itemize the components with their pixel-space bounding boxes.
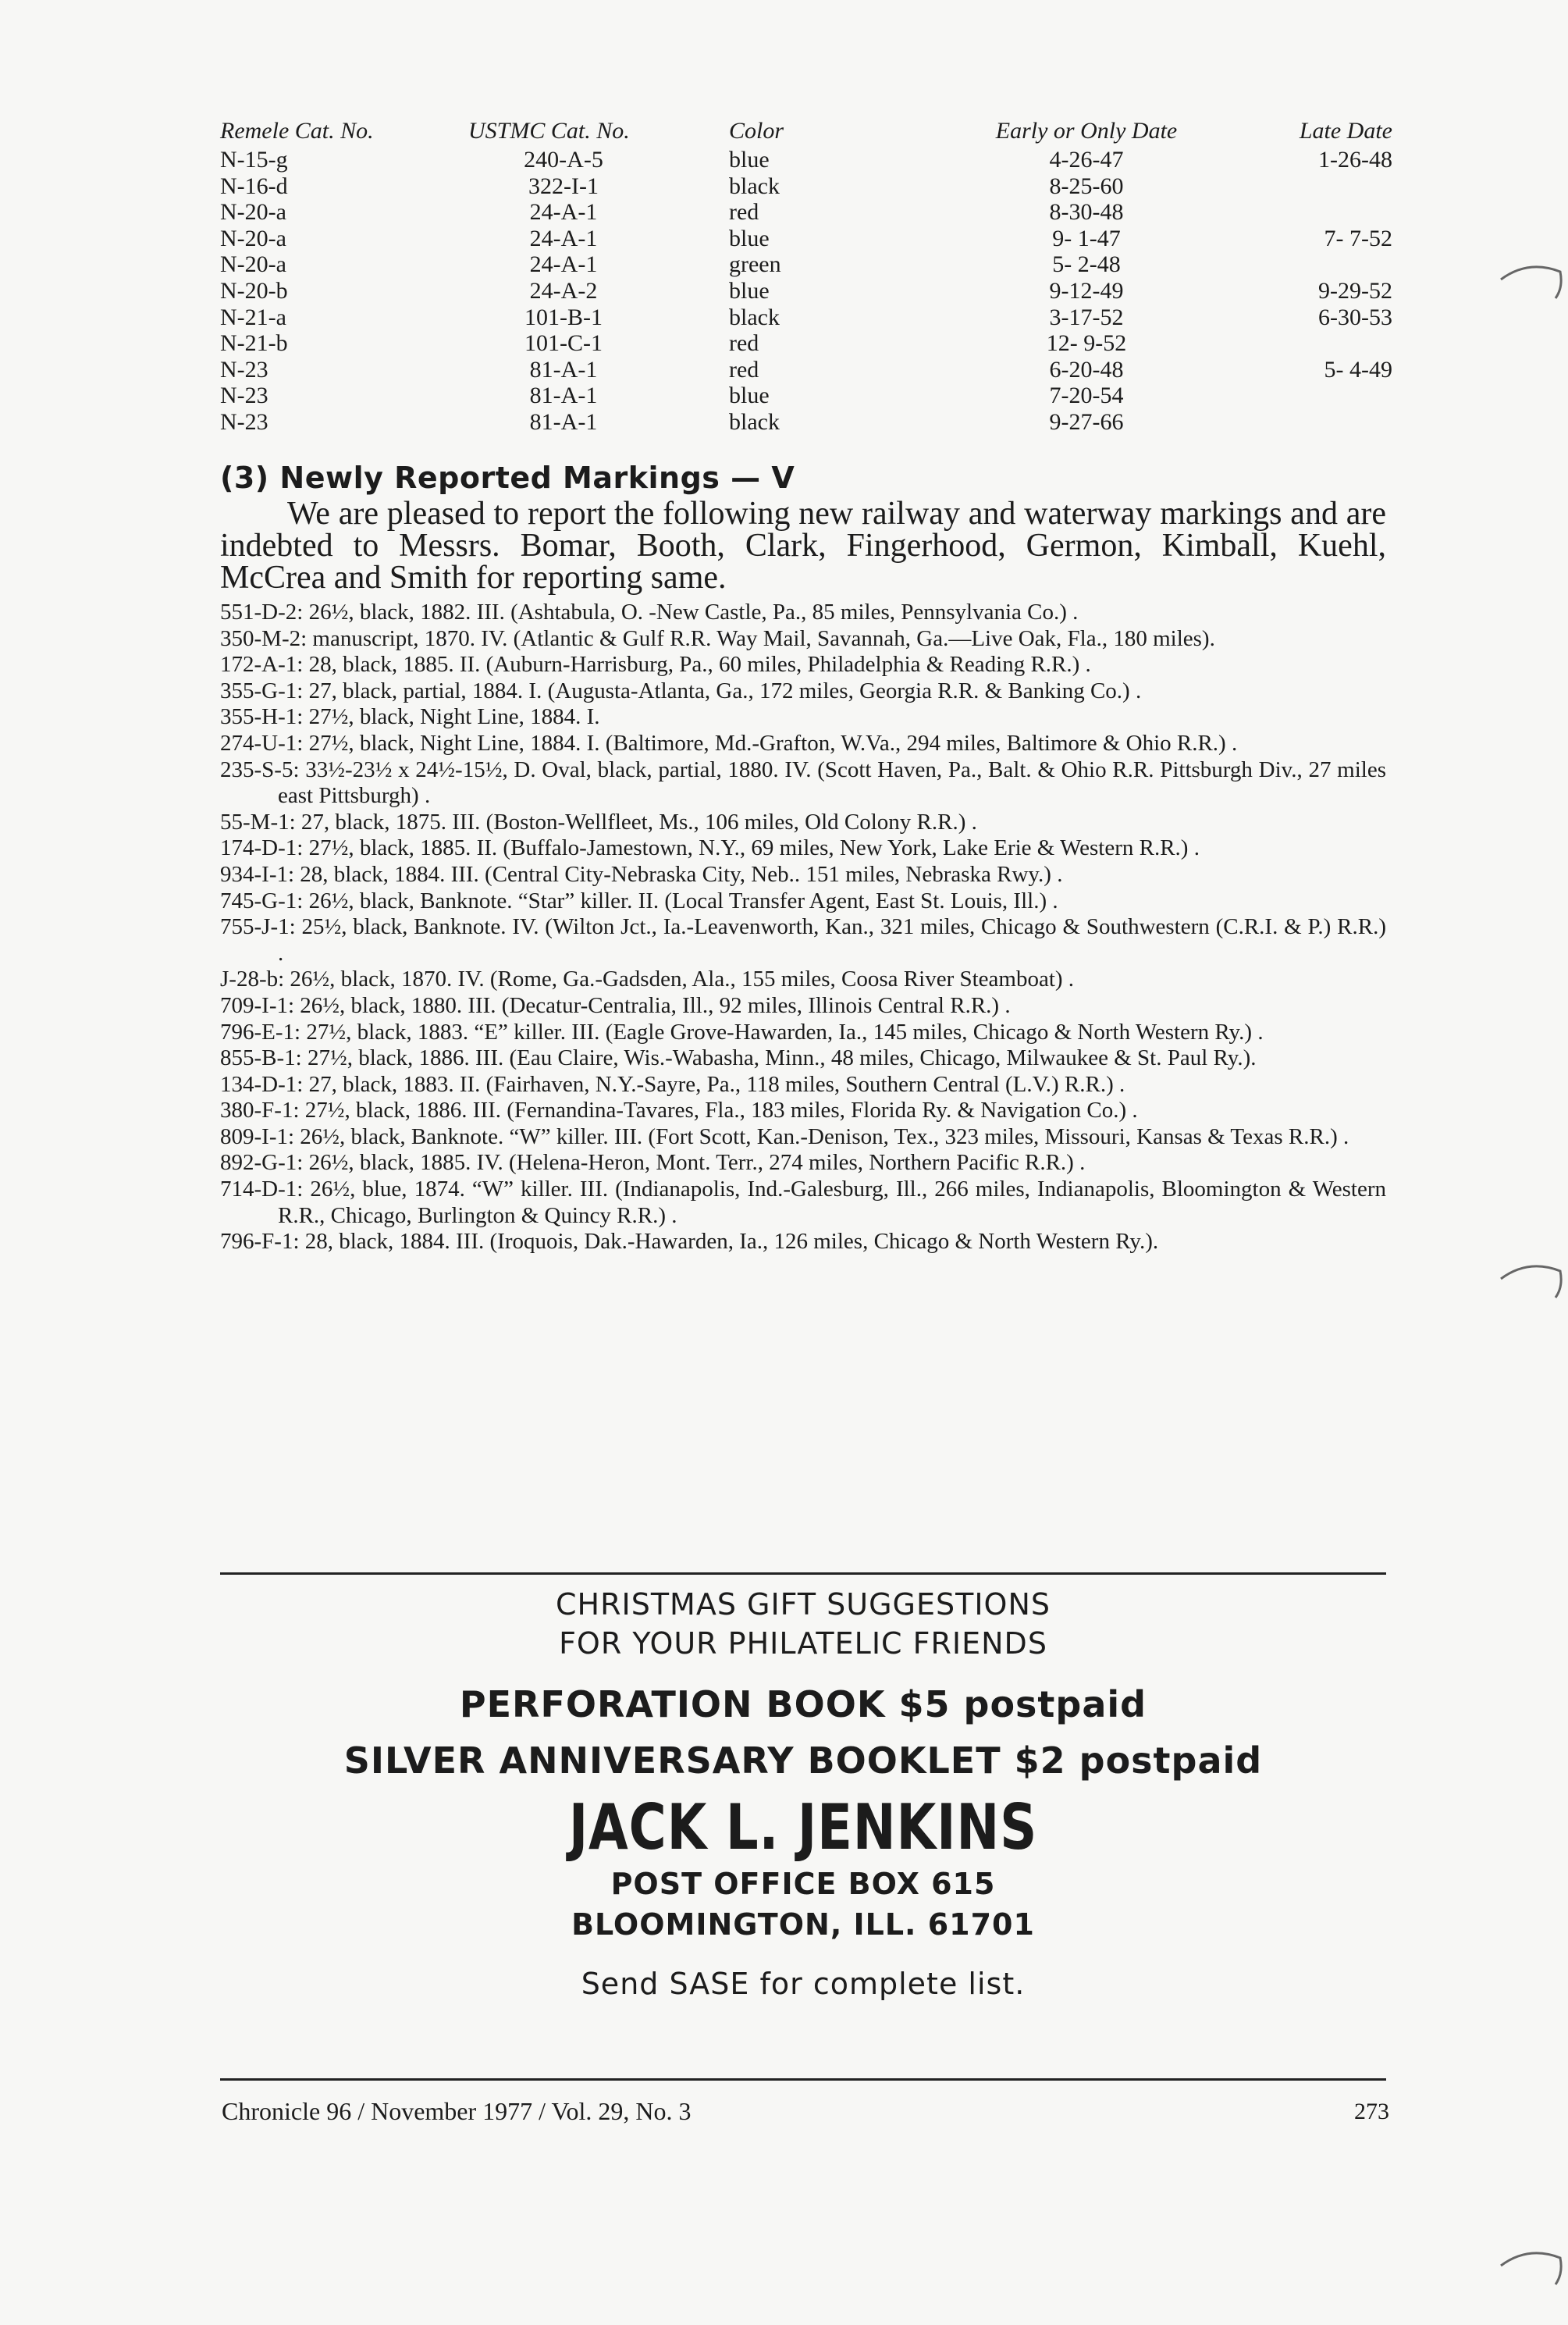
marking-entry: J-28-b: 26½, black, 1870. IV. (Rome, Ga.-Gadsden, Ala., 155 miles, Coosa River Steamboat) . bbox=[220, 967, 1075, 992]
cell-early-date: 6-20-48 bbox=[1049, 356, 1124, 383]
page-number: 273 bbox=[1354, 2099, 1389, 2124]
cell-early-date: 9-27-66 bbox=[1049, 408, 1124, 435]
table-row bbox=[220, 251, 1391, 278]
marking-entry: 380-F-1: 27½, black, 1886. III. (Fernandina-Tavares, Fla., 183 miles, Florida Ry. & Navigation Co.) . bbox=[220, 1098, 1138, 1123]
ad-address-2: BLOOMINGTON, ILL. 61701 bbox=[571, 1907, 1035, 1942]
header-late-date: Late Date bbox=[1299, 118, 1392, 144]
cell-late-date: 5- 4-49 bbox=[1324, 356, 1392, 383]
cell-late-date: 1-26-48 bbox=[1318, 147, 1392, 173]
table-header bbox=[220, 116, 1391, 147]
cell-remele-no: N-23 bbox=[220, 356, 268, 383]
cell-remele-no: N-21-a bbox=[220, 304, 286, 330]
cell-early-date: 8-30-48 bbox=[1049, 199, 1124, 226]
header-early-date: Early or Only Date bbox=[995, 118, 1178, 144]
ad-offer-2: SILVER ANNIVERSARY BOOKLET $2 postpaid bbox=[343, 1739, 1263, 1782]
table-row bbox=[220, 278, 1391, 304]
advertisement bbox=[220, 1585, 1386, 2001]
table-row bbox=[220, 330, 1391, 357]
cell-early-date: 5- 2-48 bbox=[1052, 251, 1121, 278]
marking-entry: 355-H-1: 27½, black, Night Line, 1884. I. bbox=[220, 704, 600, 730]
cell-ustmc-no: 322-I-1 bbox=[528, 173, 599, 199]
cell-ustmc-no: 101-B-1 bbox=[524, 304, 603, 330]
cell-remele-no: N-20-a bbox=[220, 251, 286, 278]
section-intro: We are pleased to report the following new railway and waterway markings and are indebted to Messrs. Bomar, Booth, Clark, Fingerhood, Germon, Kimball, Kuehl, McCrea and Smith for reporting same. bbox=[220, 496, 1386, 596]
cell-color: blue bbox=[729, 225, 770, 251]
binder-hole-icon bbox=[1493, 1248, 1568, 1302]
cell-ustmc-no: 81-A-1 bbox=[529, 408, 598, 435]
cell-color: red bbox=[729, 330, 759, 357]
ad-line-2: FOR YOUR PHILATELIC FRIENDS bbox=[559, 1626, 1047, 1661]
binder-hole-icon bbox=[1493, 2234, 1568, 2289]
cell-color: blue bbox=[729, 147, 770, 173]
marking-entry: 745-G-1: 26½, black, Banknote. “Star” killer. II. (Local Transfer Agent, East St. Louis, Ill.) . bbox=[220, 888, 1058, 913]
cell-remele-no: N-23 bbox=[220, 408, 268, 435]
ad-top-rule bbox=[220, 1572, 1386, 1575]
marking-entry: 934-I-1: 28, black, 1884. III. (Central City-Nebraska City, Neb.. 151 miles, Nebraska Rwy.) . bbox=[220, 861, 1063, 887]
marking-entry: 134-D-1: 27, black, 1883. II. (Fairhaven, N.Y.-Sayre, Pa., 118 miles, Southern Central (L.V.) R.R.) . bbox=[220, 1071, 1125, 1097]
cell-early-date: 9-12-49 bbox=[1049, 277, 1124, 304]
cell-remele-no: N-20-a bbox=[220, 199, 286, 226]
cell-remele-no: N-15-g bbox=[220, 147, 288, 173]
table-row bbox=[220, 304, 1391, 331]
ad-name: JACK L. JENKINS bbox=[568, 1791, 1038, 1864]
cell-early-date: 3-17-52 bbox=[1049, 304, 1124, 330]
cell-late-date: 6-30-53 bbox=[1318, 304, 1392, 330]
cell-ustmc-no: 240-A-5 bbox=[524, 147, 603, 173]
cell-color: black bbox=[729, 173, 780, 199]
binder-hole-icon bbox=[1493, 248, 1568, 303]
catalog-table bbox=[220, 116, 1391, 436]
table-row bbox=[220, 357, 1391, 383]
table-body bbox=[220, 147, 1391, 436]
cell-ustmc-no: 81-A-1 bbox=[529, 356, 598, 383]
cell-remele-no: N-16-d bbox=[220, 173, 288, 199]
table-row bbox=[220, 409, 1391, 436]
cell-early-date: 7-20-54 bbox=[1049, 383, 1124, 409]
marking-entry: 235-S-5: 33½-23½ x 24½-15½, D. Oval, black, partial, 1880. IV. (Scott Haven, Pa., Balt. & Ohio R.R. Pittsburgh Div., 27 miles east Pittsburgh) . bbox=[220, 757, 1386, 809]
cell-early-date: 9- 1-47 bbox=[1052, 225, 1121, 251]
marking-entries bbox=[220, 600, 1386, 1255]
cell-ustmc-no: 24-A-1 bbox=[529, 199, 598, 226]
marking-entry: 809-I-1: 26½, black, Banknote. “W” killer. III. (Fort Scott, Kan.-Denison, Tex., 323 miles, Missouri, Kansas & Texas R.R.) . bbox=[220, 1123, 1349, 1149]
ad-note: Send SASE for complete list. bbox=[581, 1967, 1026, 2001]
marking-entry: 796-E-1: 27½, black, 1883. “E” killer. III. (Eagle Grove-Hawarden, Ia., 145 miles, Chicago & North Western Ry.) . bbox=[220, 1019, 1264, 1045]
cell-color: red bbox=[729, 356, 759, 383]
marking-entry: 55-M-1: 27, black, 1875. III. (Boston-Wellfleet, Ms., 106 miles, Old Colony R.R.) . bbox=[220, 809, 977, 835]
marking-entry: 892-G-1: 26½, black, 1885. IV. (Helena-Heron, Mont. Terr., 274 miles, Northern Pacific R.R.) . bbox=[220, 1150, 1086, 1176]
cell-early-date: 12- 9-52 bbox=[1046, 330, 1127, 357]
cell-color: black bbox=[729, 304, 780, 330]
cell-color: red bbox=[729, 199, 759, 226]
cell-color: green bbox=[729, 251, 781, 278]
marking-entry: 855-B-1: 27½, black, 1886. III. (Eau Claire, Wis.-Wabasha, Minn., 48 miles, Chicago, Milwaukee & St. Paul Ry.). bbox=[220, 1045, 1257, 1071]
table-row bbox=[220, 199, 1391, 226]
cell-ustmc-no: 24-A-2 bbox=[529, 277, 598, 304]
ad-address-1: POST OFFICE BOX 615 bbox=[610, 1867, 996, 1901]
table-row bbox=[220, 226, 1391, 252]
marking-entry: 274-U-1: 27½, black, Night Line, 1884. I. (Baltimore, Md.-Grafton, W.Va., 294 miles, Baltimore & Ohio R.R.) . bbox=[220, 730, 1238, 756]
cell-ustmc-no: 81-A-1 bbox=[529, 383, 598, 409]
cell-remele-no: N-21-b bbox=[220, 330, 288, 357]
footer-rule bbox=[220, 2078, 1386, 2081]
cell-color: blue bbox=[729, 383, 770, 409]
table-row bbox=[220, 383, 1391, 409]
header-color: Color bbox=[729, 118, 784, 144]
marking-entry: 355-G-1: 27, black, partial, 1884. I. (Augusta-Atlanta, Ga., 172 miles, Georgia R.R. & Banking Co.) . bbox=[220, 678, 1142, 703]
header-ustmc-no: USTMC Cat. No. bbox=[468, 118, 630, 144]
cell-remele-no: N-23 bbox=[220, 383, 268, 409]
cell-ustmc-no: 101-C-1 bbox=[524, 330, 603, 357]
cell-ustmc-no: 24-A-1 bbox=[529, 225, 598, 251]
table-row bbox=[220, 147, 1391, 173]
cell-remele-no: N-20-b bbox=[220, 277, 288, 304]
cell-late-date: 9-29-52 bbox=[1318, 277, 1392, 304]
marking-entry: 709-I-1: 26½, black, 1880. III. (Decatur-Centralia, Ill., 92 miles, Illinois Central R.R.) . bbox=[220, 992, 1011, 1018]
cell-color: black bbox=[729, 408, 780, 435]
marking-entry: 172-A-1: 28, black, 1885. II. (Auburn-Harrisburg, Pa., 60 miles, Philadelphia & Reading R.R.) . bbox=[220, 652, 1091, 678]
cell-late-date: 7- 7-52 bbox=[1324, 225, 1392, 251]
marking-entry: 174-D-1: 27½, black, 1885. II. (Buffalo-Jamestown, N.Y., 69 miles, New York, Lake Erie & Western R.R.) . bbox=[220, 835, 1200, 861]
marking-entry: 796-F-1: 28, black, 1884. III. (Iroquois, Dak.-Hawarden, Ia., 126 miles, Chicago & North Western Ry.). bbox=[220, 1229, 1159, 1255]
table-row bbox=[220, 173, 1391, 200]
cell-early-date: 4-26-47 bbox=[1049, 147, 1124, 173]
marking-entry: 755-J-1: 25½, black, Banknote. IV. (Wilton Jct., Ia.-Leavenworth, Kan., 321 miles, Chicago & Southwestern (C.R.I. & P.) R.R.) . bbox=[220, 914, 1386, 966]
ad-line-1: CHRISTMAS GIFT SUGGESTIONS bbox=[556, 1587, 1051, 1622]
footer-citation: Chronicle 96 / November 1977 / Vol. 29, No. 3 bbox=[222, 2097, 692, 2125]
cell-color: blue bbox=[729, 277, 770, 304]
marking-entry: 551-D-2: 26½, black, 1882. III. (Ashtabula, O. -New Castle, Pa., 85 miles, Pennsylvania Co.) . bbox=[220, 600, 1079, 625]
marking-entry: 714-D-1: 26½, blue, 1874. “W” killer. III. (Indianapolis, Ind.-Galesburg, Ill., 266 miles, Indianapolis, Bloomington & Western R.R., Chicago, Burlington & Quincy R.R.) . bbox=[220, 1177, 1386, 1228]
cell-early-date: 8-25-60 bbox=[1049, 173, 1124, 199]
cell-ustmc-no: 24-A-1 bbox=[529, 251, 598, 278]
cell-remele-no: N-20-a bbox=[220, 225, 286, 251]
ad-offer-1: PERFORATION BOOK $5 postpaid bbox=[459, 1683, 1147, 1725]
section-heading: (3) Newly Reported Markings — V bbox=[220, 461, 795, 495]
marking-entry: 350-M-2: manuscript, 1870. IV. (Atlantic & Gulf R.R. Way Mail, Savannah, Ga.—Live Oak, Fla., 180 miles). bbox=[220, 625, 1215, 651]
header-remele-no: Remele Cat. No. bbox=[220, 118, 374, 144]
